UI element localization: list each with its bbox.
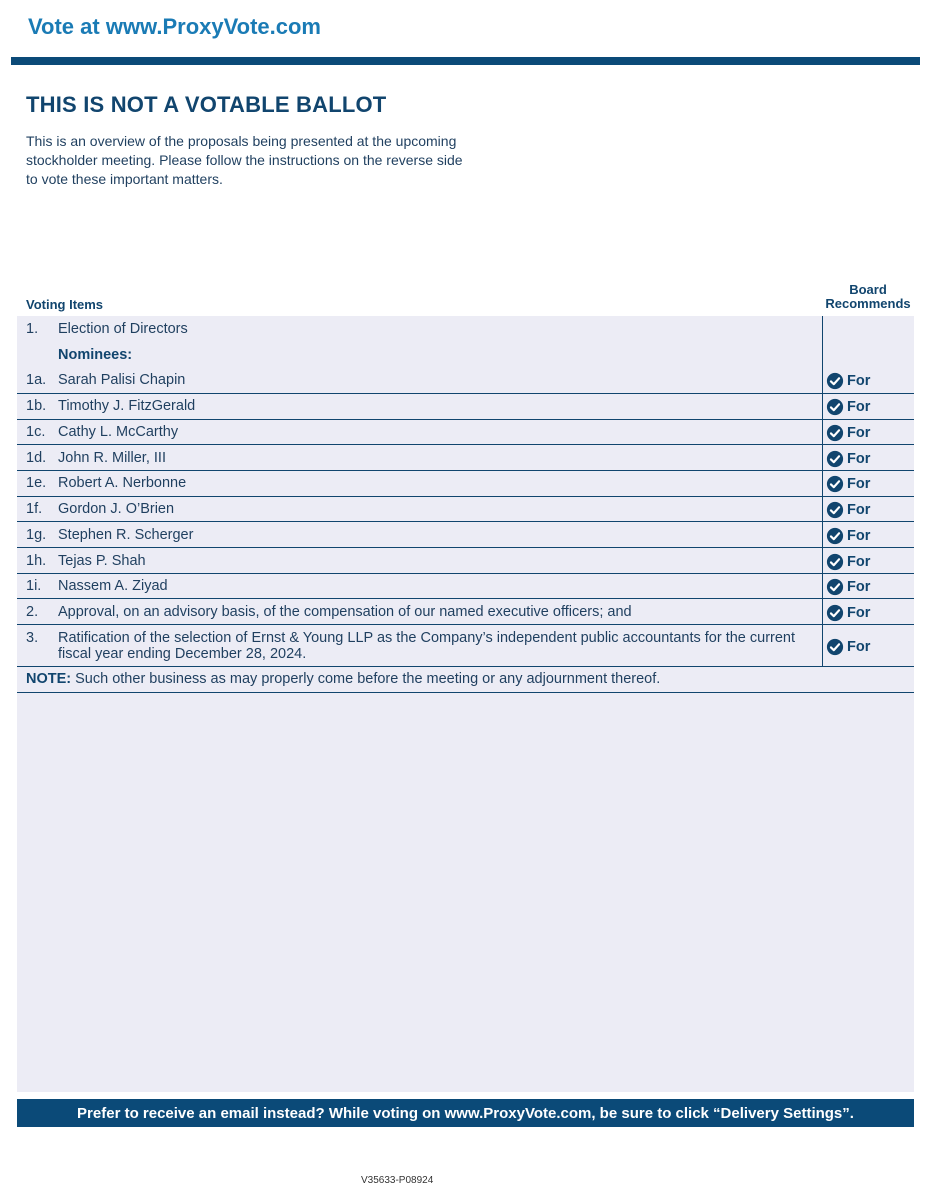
proposal-text: Election of Directors xyxy=(58,321,188,337)
item-number: 1b. xyxy=(26,398,47,414)
check-circle-icon xyxy=(826,475,844,493)
item-text: John R. Miller, III xyxy=(58,450,166,466)
recommendation-label: For xyxy=(847,451,871,467)
recommendation xyxy=(826,638,870,656)
check-circle-icon xyxy=(826,527,844,545)
voting-items-header: Voting Items xyxy=(26,297,104,312)
item-text: Robert A. Nerbonne xyxy=(58,475,187,491)
check-circle-icon xyxy=(826,553,844,571)
recommendation-label: For xyxy=(847,579,871,595)
recommendation xyxy=(826,398,870,416)
item-text: Stephen R. Scherger xyxy=(58,527,194,543)
check-circle-icon xyxy=(826,450,844,468)
item-text: Cathy L. McCarthy xyxy=(58,424,179,440)
row-divider xyxy=(17,624,914,625)
email-delivery-banner xyxy=(17,1099,914,1127)
item-text: Tejas P. Shah xyxy=(58,553,146,569)
proposal-number: 1. xyxy=(26,321,39,337)
recommendation-label: For xyxy=(847,528,871,544)
item-number: 1g. xyxy=(26,527,47,543)
check-circle-icon xyxy=(826,424,844,442)
board-recommends-header xyxy=(822,283,914,311)
table-row xyxy=(17,553,914,573)
table-row xyxy=(17,630,914,664)
header-divider xyxy=(11,57,920,65)
recommendation-label: For xyxy=(847,502,871,518)
document-code: V35633-P08924 xyxy=(361,1175,434,1186)
item-number: 1h. xyxy=(26,553,47,569)
table-row xyxy=(17,578,914,598)
board-recommends-header-line2: Recommends xyxy=(825,296,911,311)
recommendation-label: For xyxy=(847,399,871,415)
table-row xyxy=(17,372,914,392)
row-divider xyxy=(17,393,914,394)
recommendation xyxy=(826,553,870,571)
row-divider xyxy=(17,496,914,497)
recommendation-label: For xyxy=(847,605,871,621)
item-text: Ratification of the selection of Ernst & Young LLP as the Company’s independent public accountants for the current fiscal year ending December 28, 2024. xyxy=(58,630,796,662)
banner-text: Prefer to receive an email instead? While voting on www.ProxyVote.com, be sure to click “Delivery Settings”. xyxy=(77,1104,854,1122)
item-text: Gordon J. O’Brien xyxy=(58,501,175,517)
header-title: Vote at www.ProxyVote.com xyxy=(28,14,321,39)
item-number: 1d. xyxy=(26,450,47,466)
row-divider xyxy=(17,666,914,667)
note xyxy=(26,671,660,687)
row-divider xyxy=(17,692,914,693)
page-title: THIS IS NOT A VOTABLE BALLOT xyxy=(26,92,387,117)
check-circle-icon xyxy=(826,578,844,596)
check-circle-icon xyxy=(826,638,844,656)
intro-text: This is an overview of the proposals being presented at the upcoming stockholder meeting. Please follow the instructions on the reverse side to vote these important matters. xyxy=(26,133,463,187)
check-circle-icon xyxy=(826,501,844,519)
item-number: 1c. xyxy=(26,424,46,440)
table-row xyxy=(17,424,914,444)
check-circle-icon xyxy=(826,372,844,390)
nominees-label: Nominees: xyxy=(58,347,133,363)
row-divider xyxy=(17,573,914,574)
nominees-row xyxy=(17,347,914,367)
proposal-row xyxy=(17,321,914,341)
recommendation xyxy=(826,450,870,468)
recommendation xyxy=(826,475,870,493)
recommendation xyxy=(826,578,870,596)
note-label: NOTE: xyxy=(26,671,72,687)
item-number: 1f. xyxy=(26,501,43,517)
recommendation-label: For xyxy=(847,425,871,441)
item-text: Nassem A. Ziyad xyxy=(58,578,168,594)
item-number: 2. xyxy=(26,604,39,620)
check-circle-icon xyxy=(826,604,844,622)
recommendation xyxy=(826,527,870,545)
item-number: 1e. xyxy=(26,475,47,491)
row-divider xyxy=(17,521,914,522)
recommendation xyxy=(826,501,870,519)
item-text: Sarah Palisi Chapin xyxy=(58,372,186,388)
row-divider xyxy=(17,598,914,599)
recommendation-label: For xyxy=(847,554,871,570)
row-divider xyxy=(17,444,914,445)
row-divider xyxy=(17,419,914,420)
recommendation-label: For xyxy=(847,639,871,655)
item-number: 1i. xyxy=(26,578,42,594)
item-text: Timothy J. FitzGerald xyxy=(58,398,196,414)
row-divider xyxy=(17,470,914,471)
recommendation-label: For xyxy=(847,373,871,389)
table-row xyxy=(17,527,914,547)
item-number: 1a. xyxy=(26,372,47,388)
item-number: 3. xyxy=(26,630,39,646)
table-row xyxy=(17,398,914,418)
table-row xyxy=(17,450,914,470)
table-row xyxy=(17,501,914,521)
recommendation xyxy=(826,604,870,622)
note-text: Such other business as may properly come before the meeting or any adjournment thereof. xyxy=(71,671,661,687)
row-divider xyxy=(17,547,914,548)
note-row xyxy=(17,671,914,691)
table-row xyxy=(17,604,914,624)
board-recommends-header-line1: Board xyxy=(849,282,887,297)
item-text: Approval, on an advisory basis, of the compensation of our named executive officers; and xyxy=(58,604,632,620)
recommendation-label: For xyxy=(847,476,871,492)
table-row xyxy=(17,475,914,495)
recommendation xyxy=(826,372,870,390)
check-circle-icon xyxy=(826,398,844,416)
recommendation xyxy=(826,424,870,442)
